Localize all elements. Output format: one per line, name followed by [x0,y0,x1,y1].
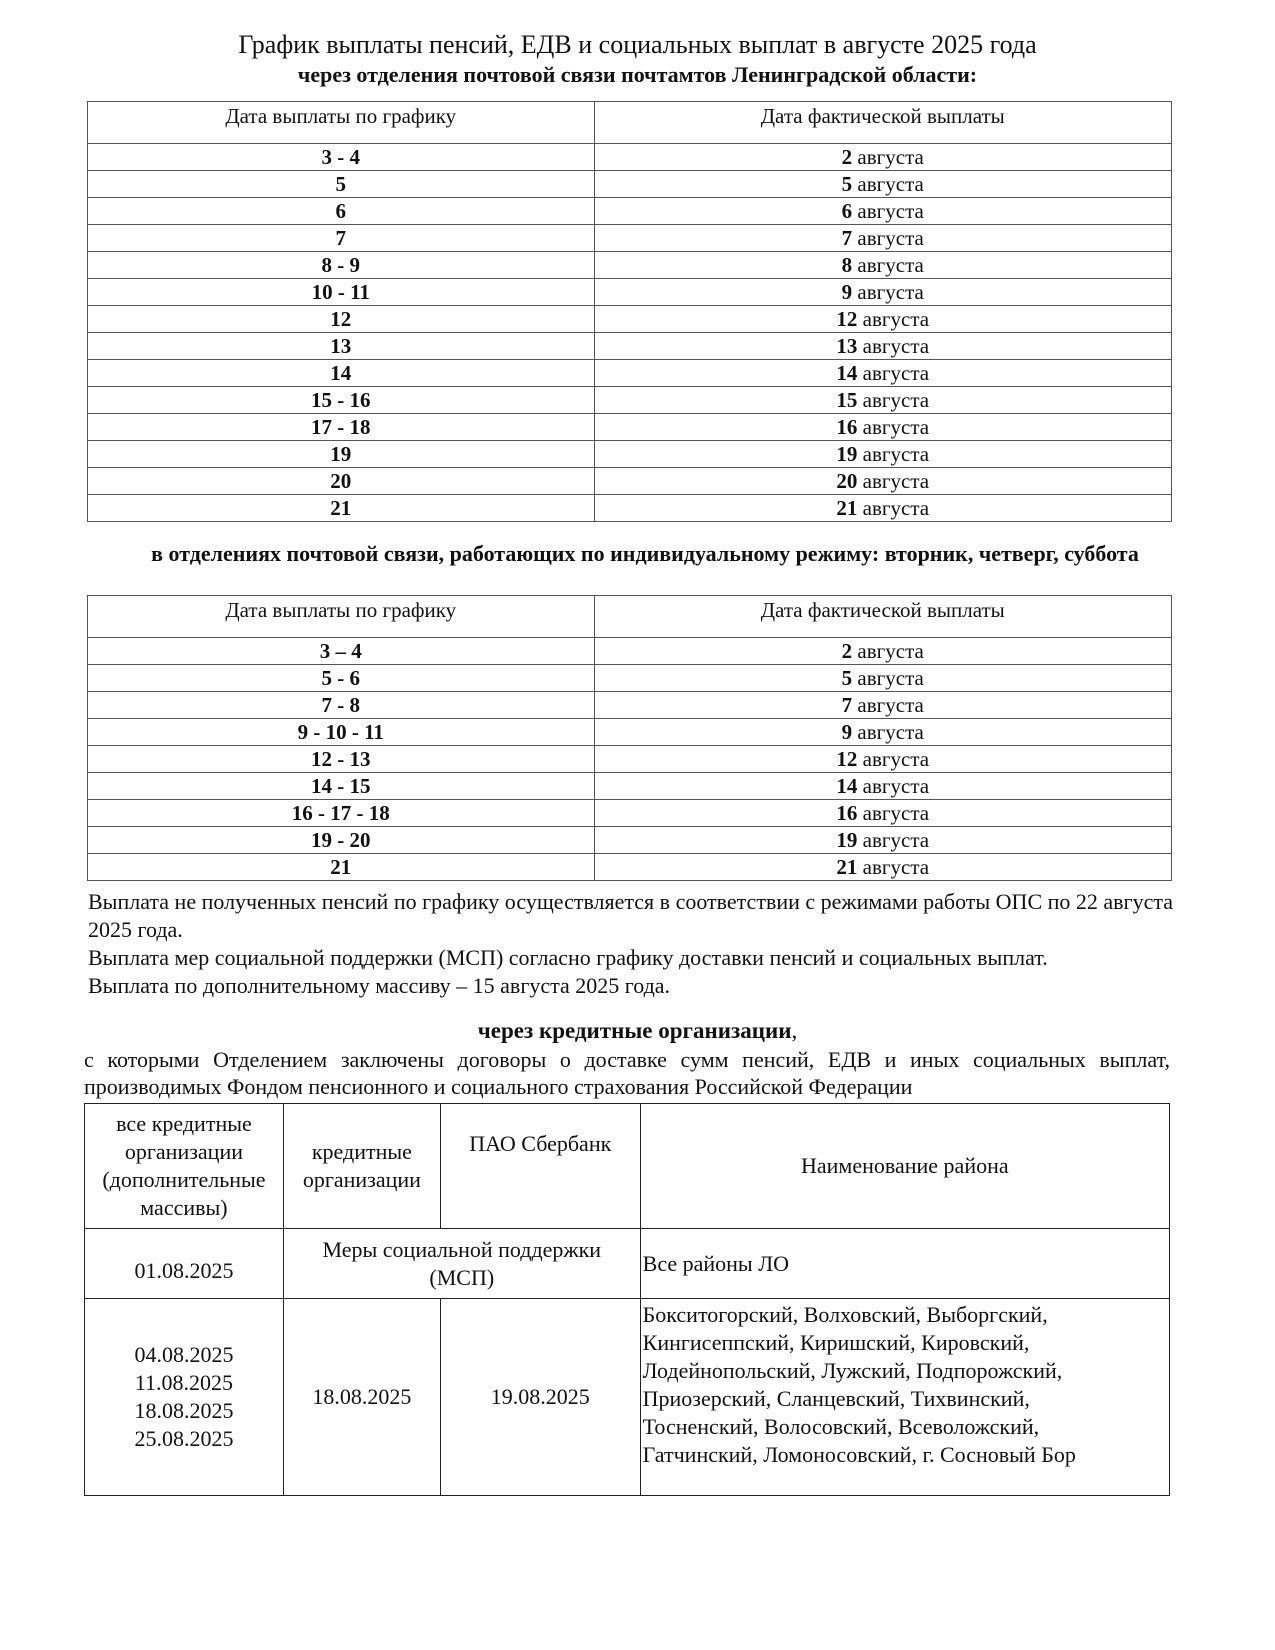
actual-day: 21 [836,496,858,520]
actual-date-cell [594,468,1171,495]
header-line: (дополнительные [102,1167,266,1192]
actual-day: 5 [841,172,853,196]
actual-month: августа [857,226,924,250]
actual-day: 2 [841,639,853,663]
actual-date-cell [594,800,1171,827]
scheduled-date-cell: 13 [88,333,595,360]
district-line: Бокситогорский, Волховский, Выборгский, [642,1302,1048,1327]
district-line: Гатчинский, Ломоносовский, г. Сосновый Бор [642,1442,1076,1467]
actual-date-cell [594,333,1171,360]
actual-day: 6 [841,199,853,223]
actual-day: 7 [841,693,853,717]
scheduled-date-cell: 19 [88,441,595,468]
scheduled-date-cell: 12 [88,306,595,333]
actual-day: 16 [836,415,858,439]
credit-orgs-table [84,1103,1170,1496]
actual-date-cell [594,827,1171,854]
header-line: кредитные [311,1139,412,1164]
actual-month: августа [862,307,930,331]
table-row [88,198,1172,225]
msp-label-line: Меры социальной поддержки [322,1236,602,1262]
individual-mode-title: в отделениях почтовой связи, работающих по индивидуальному режиму: вторник, четверг, суббота [151,541,1139,566]
actual-month: августа [857,199,924,223]
table-row [88,692,1172,719]
actual-day: 12 [836,307,858,331]
scheduled-date-cell: 21 [88,854,595,881]
actual-month: августа [862,442,930,466]
table-row [88,387,1172,414]
actual-month: августа [857,693,924,717]
actual-month: августа [857,639,924,663]
actual-month: августа [862,828,930,852]
scheduled-date-cell: 21 [88,495,595,522]
district-line: Лодейнопольский, Лужский, Подпорожский, [642,1358,1063,1383]
notes-block [88,888,1218,1000]
msp-date: 01.08.2025 [85,1229,284,1299]
scheduled-date-cell: 15 - 16 [88,387,595,414]
scheduled-date-cell: 3 - 4 [88,144,595,171]
scheduled-date-cell: 7 [88,225,595,252]
table-row [88,800,1172,827]
actual-day: 13 [836,334,858,358]
table-row [88,306,1172,333]
scheduled-date-cell: 5 - 6 [88,665,595,692]
scheduled-date-cell: 5 [88,171,595,198]
scheduled-date-cell: 19 - 20 [88,827,595,854]
scheduled-date-cell: 16 - 17 - 18 [88,800,595,827]
header-line: организации [124,1139,244,1164]
actual-month: августа [862,496,930,520]
scheduled-date-cell: 20 [88,468,595,495]
actual-date-cell [594,306,1171,333]
table-row [88,333,1172,360]
scheduled-date-cell: 17 - 18 [88,414,595,441]
actual-month: августа [862,388,930,412]
actual-day: 20 [836,469,858,493]
header-all-credit-orgs [85,1104,284,1229]
post-office-subtitle: через отделения почтовой связи почтамтов Ленинградской области: [297,62,978,87]
table-row [88,144,1172,171]
date-line: 18.08.2025 [134,1398,234,1423]
credit-orgs-title-text: через кредитные организации [477,1018,792,1043]
actual-date-cell [594,387,1171,414]
actual-month: августа [862,774,930,798]
actual-day: 9 [841,720,853,744]
credit-orgs-title [0,1017,1275,1045]
actual-date-cell [594,773,1171,800]
post-office-schedule-table [87,101,1172,522]
scheduled-date-cell: 10 - 11 [88,279,595,306]
actual-day: 14 [836,361,858,385]
actual-date-cell [594,279,1171,306]
table-row [88,279,1172,306]
header-scheduled-date: Дата выплаты по графику [88,596,595,638]
actual-date-cell [594,414,1171,441]
table-row [88,746,1172,773]
actual-month: августа [857,280,924,304]
table-row [88,225,1172,252]
header-line: организации [302,1167,421,1192]
actual-month: августа [857,253,924,277]
district-line: Кингисеппский, Киришский, Кировский, [642,1330,1030,1355]
actual-day: 8 [841,253,853,277]
actual-date-cell [594,225,1171,252]
actual-day: 7 [841,226,853,250]
credit-orgs-title-comma: , [791,1018,798,1043]
actual-day: 2 [841,145,853,169]
header-line: все кредитные [116,1111,252,1136]
table-row [88,468,1172,495]
document-title: График выплаты пенсий, ЕДВ и социальных выплат в августе 2025 года [238,30,1037,59]
header-actual-date: Дата фактической выплаты [594,596,1171,638]
actual-date-cell [594,360,1171,387]
district-list [640,1299,1169,1496]
table-row [88,252,1172,279]
actual-date-cell [594,638,1171,665]
table-row [88,854,1172,881]
scheduled-date-cell: 14 [88,360,595,387]
actual-date-cell [594,171,1171,198]
table-row [88,495,1172,522]
table-row [88,719,1172,746]
actual-month: августа [857,666,924,690]
actual-month: августа [862,855,930,879]
actual-date-cell [594,144,1171,171]
date-line: 04.08.2025 [134,1342,234,1367]
actual-month: августа [862,469,930,493]
actual-month: августа [862,801,930,825]
actual-date-cell [594,692,1171,719]
table-row [88,360,1172,387]
scheduled-date-cell: 12 - 13 [88,746,595,773]
note-msp: Выплата мер социальной поддержки (МСП) согласно графику доставки пенсий и социальных выплат. [88,945,1048,970]
actual-day: 16 [836,801,858,825]
scheduled-date-cell: 8 - 9 [88,252,595,279]
header-scheduled-date: Дата выплаты по графику [88,102,595,144]
actual-day: 9 [841,280,853,304]
actual-month: августа [862,415,930,439]
actual-date-cell [594,665,1171,692]
scheduled-date-cell: 3 – 4 [88,638,595,665]
individual-mode-schedule-table [87,595,1172,881]
table-row [88,827,1172,854]
actual-day: 21 [836,855,858,879]
scheduled-date-cell: 6 [88,198,595,225]
district-line: Тосненский, Волосовский, Всеволожский, [642,1414,1040,1439]
scheduled-date-cell: 14 - 15 [88,773,595,800]
actual-date-cell [594,252,1171,279]
actual-month: августа [857,145,924,169]
actual-date-cell [594,854,1171,881]
actual-day: 15 [836,388,858,412]
sberbank-date: 19.08.2025 [440,1299,640,1496]
note-unreceived-pensions: Выплата не полученных пенсий по графику осуществляется в соответствии с режимами работы ОПС по 22 августа 2025 года. [88,889,1173,942]
actual-date-cell [594,441,1171,468]
table-row [88,665,1172,692]
header-actual-date: Дата фактической выплаты [594,102,1171,144]
msp-label [283,1229,640,1299]
actual-month: августа [862,334,930,358]
additional-array-dates [85,1299,284,1496]
actual-date-cell [594,746,1171,773]
actual-month: августа [857,172,924,196]
actual-day: 14 [836,774,858,798]
scheduled-date-cell: 7 - 8 [88,692,595,719]
header-line: массивы) [140,1195,228,1220]
header-sberbank: ПАО Сбербанк [440,1104,640,1229]
table-row [88,638,1172,665]
credit-orgs-description: с которыми Отделением заключены договоры о доставке сумм пенсий, ЕДВ и иных социальных выплат, производимых Фондом пенсионного и социального страхования Российской Федерации [84,1047,1170,1099]
actual-month: августа [862,747,930,771]
header-district-name: Наименование района [640,1104,1169,1229]
credit-orgs-date: 18.08.2025 [283,1299,440,1496]
date-line: 25.08.2025 [134,1426,234,1451]
actual-day: 19 [836,828,858,852]
actual-day: 12 [836,747,858,771]
actual-month: августа [857,720,924,744]
msp-label-line: (МСП) [429,1264,495,1290]
header-credit-orgs [283,1104,440,1229]
table-row [88,441,1172,468]
table-row [88,171,1172,198]
actual-date-cell [594,198,1171,225]
actual-month: августа [862,361,930,385]
actual-day: 5 [841,666,853,690]
actual-date-cell [594,495,1171,522]
table-row [88,773,1172,800]
actual-date-cell [594,719,1171,746]
district-line: Приозерский, Сланцевский, Тихвинский, [642,1386,1030,1411]
scheduled-date-cell: 9 - 10 - 11 [88,719,595,746]
date-line: 11.08.2025 [134,1370,234,1395]
actual-day: 19 [836,442,858,466]
msp-district: Все районы ЛО [640,1229,1169,1299]
table-row [88,414,1172,441]
note-additional-array: Выплата по дополнительному массиву – 15 августа 2025 года. [88,973,671,998]
